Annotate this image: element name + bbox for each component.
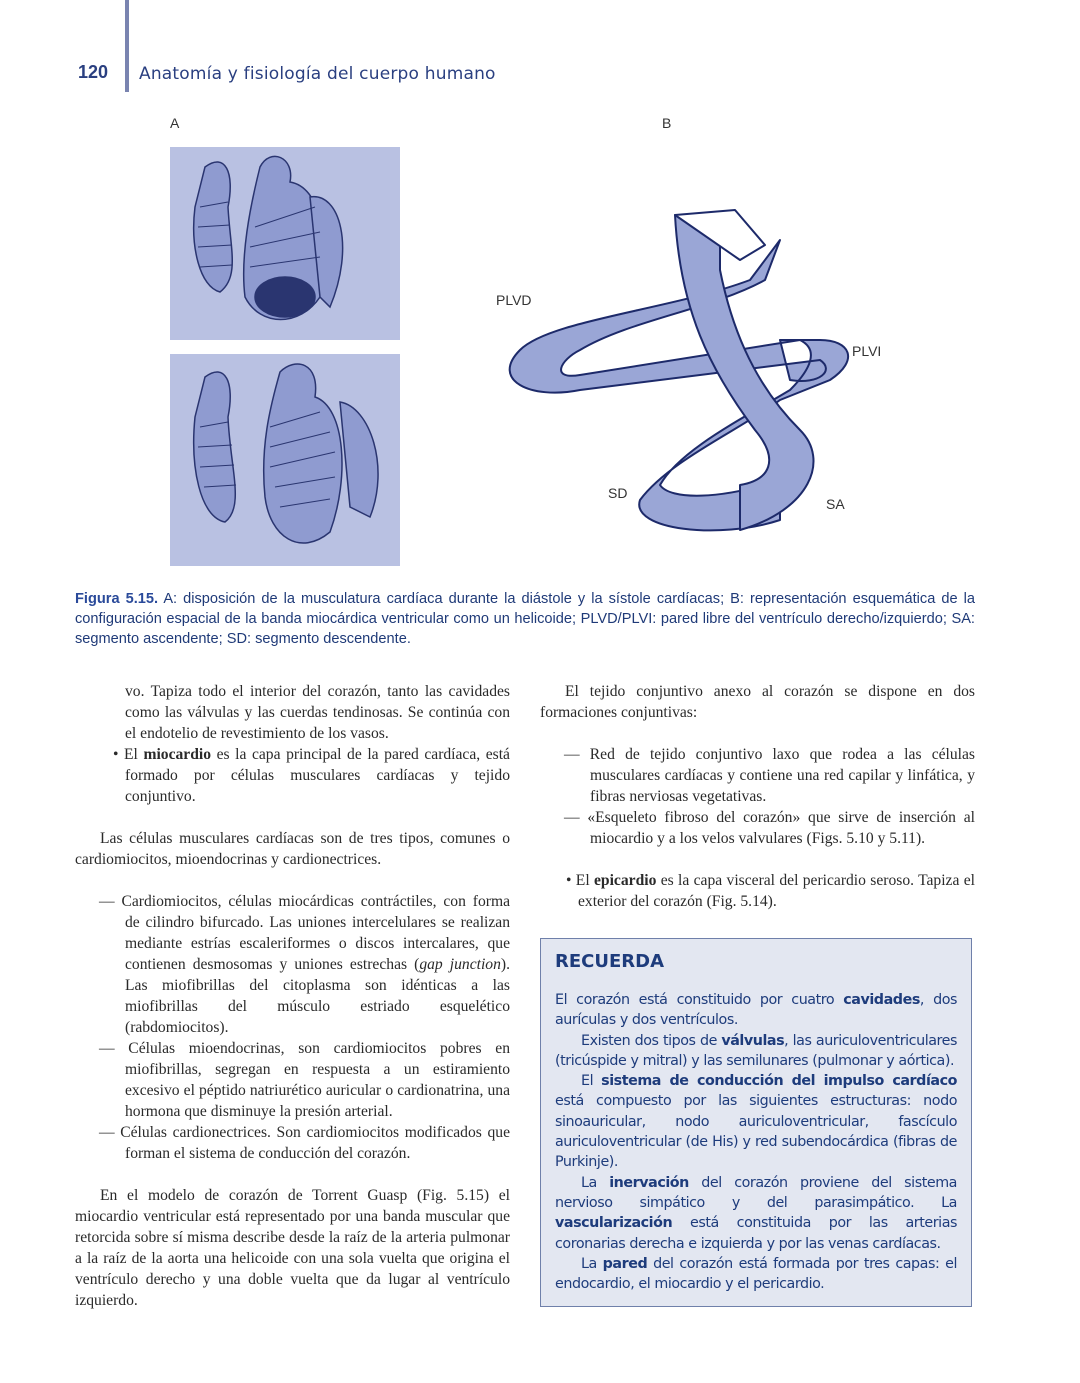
- text-run: En el modelo de corazón de Torrent Guasp (Fig. 5.15) el miocardio ventricular está representado por una banda muscular que retorcida sobre sí misma describe desde la raíz de la arteria pulmonar a la raíz de la aorta una helicoide con una sola vuelta que origina el ventrículo derecho y una doble vuelta que da lugar al ventrículo izquierdo.: [75, 1187, 510, 1309]
- bold-term: pared: [602, 1255, 648, 1272]
- figure-caption: [75, 589, 975, 649]
- bold-term: vascularización: [555, 1215, 673, 1232]
- running-title: Anatomía y fisiología del cuerpo humano: [139, 64, 496, 84]
- heart-musculature-illustration: [170, 147, 401, 567]
- panel-a-label: A: [170, 115, 180, 131]
- plvi-label: PLVI: [852, 343, 882, 359]
- paragraph: [75, 1185, 510, 1311]
- text-run: Existen dos tipos de: [581, 1032, 722, 1049]
- text-run: — Cardiomiocitos, células miocárdicas contráctiles, con forma de cilindro bifurcado. Las uniones intercelulares se realizan mediante estrías escaleriformes o discos intercalares, que contienen desmosomas y uniones estrechas (: [99, 893, 510, 973]
- text-run: del corazón está formada por tres capas: el endocardio, el miocardio y el pericardio.: [555, 1255, 958, 1293]
- text-run: ). Las miofibrillas del citoplasma son idénticas a las miofibrillas del músculo estriado esquelético (rabdomiocitos).: [125, 956, 510, 1036]
- panel-b-label: B: [662, 115, 672, 131]
- recuerda-paragraph: [555, 990, 957, 1031]
- caption-title: Figura 5.15.: [75, 591, 159, 607]
- dash-item: [75, 891, 510, 1038]
- plvd-label: PLVD: [496, 292, 532, 308]
- bold-term: miocardio: [143, 746, 212, 763]
- recuerda-box: [540, 938, 972, 1307]
- page-number: 120: [78, 62, 109, 82]
- left-column: [75, 681, 510, 1311]
- text-run: • El: [113, 746, 144, 763]
- text-run: El corazón está constituido por cuatro: [555, 992, 844, 1008]
- dash-item: [75, 1122, 510, 1164]
- text-run: del corazón proviene del sistema nervioso simpático y del parasimpático. La: [555, 1174, 957, 1211]
- right-column: [540, 681, 975, 912]
- bullet-epicardio: [540, 870, 975, 912]
- bold-term: válvulas: [721, 1032, 785, 1049]
- text-run: La: [581, 1255, 603, 1272]
- recuerda-paragraph: [555, 1071, 957, 1172]
- bold-term: inervación: [609, 1174, 689, 1191]
- dash-item: [75, 1038, 510, 1122]
- text-run: está compuesto por las siguientes estructuras: nodo sinoauricular, nodo auriculoventricular, fascículo auriculoventricular (de His) y red subendocárdica (fibras de Purkinje).: [555, 1093, 957, 1171]
- italic-term: gap junction: [419, 956, 501, 973]
- recuerda-paragraph: [555, 1254, 957, 1295]
- header-rule: [125, 0, 129, 92]
- recuerda-paragraph: [555, 1173, 957, 1254]
- paragraph: [540, 681, 975, 723]
- text-run: El: [581, 1073, 602, 1090]
- text-run: La: [581, 1174, 610, 1191]
- caption-text: A: disposición de la musculatura cardíaca durante la diástole y la sístole cardíacas; B: representación esquemática de la configuración espacial de la banda miocárdica ventricular como un helicoide; PLVD/PLVI: pared libre del ventrículo derecho/izquierdo; SA: segmento ascendente; SD: segmento descendente.: [75, 591, 975, 647]
- sa-label: SA: [826, 496, 845, 512]
- sd-label: SD: [608, 485, 628, 501]
- text-run: — «Esqueleto fibroso del corazón» que sirve de inserción al miocardio y a los velos valvulares (Figs. 5.10 y 5.11).: [564, 809, 975, 847]
- text-run: , las auriculoventriculares (tricúspide y mitral) y las semilunares (pulmonar y aórtica).: [555, 1032, 957, 1069]
- text-run: • El: [566, 872, 594, 889]
- text-run: El tejido conjuntivo anexo al corazón se dispone en dos formaciones conjuntivas:: [540, 683, 975, 721]
- text-run: está constituida por las arterias coronarias derecha e izquierda y por las venas cardíacas.: [555, 1215, 957, 1252]
- paragraph: [75, 681, 510, 744]
- recuerda-title: RECUERDA: [555, 951, 665, 972]
- text-run: es la capa visceral del pericardio seroso. Tapiza el exterior del corazón (Fig. 5.14).: [578, 872, 975, 910]
- paragraph: [75, 828, 510, 870]
- text-run: — Red de tejido conjuntivo laxo que rodea a las células musculares cardíacas y contiene una red capilar y linfática, y fibras nerviosas vegetativas.: [564, 746, 975, 805]
- bold-term: cavidades: [843, 992, 920, 1008]
- text-run: es la capa principal de la pared cardíaca, está formado por células musculares cardíacas y tejido conjuntivo.: [125, 746, 510, 805]
- text-run: — Células cardionectrices. Son cardiomiocitos modificados que forman el sistema de conducción del corazón.: [99, 1124, 510, 1162]
- dash-item: [540, 744, 975, 807]
- dash-item: [540, 807, 975, 849]
- bullet-miocardio: [75, 744, 510, 807]
- bold-term: epicardio: [594, 872, 657, 889]
- text-run: Las células musculares cardíacas son de tres tipos, comunes o cardiomiocitos, mioendocrinas y cardionectrices.: [75, 830, 510, 868]
- text-run: — Células mioendocrinas, son cardiomiocitos pobres en miofibrillas, segregan en respuesta a un estiramiento excesivo el péptido natriurético auricular o cardionatrina, una hormona que disminuye la presión arterial.: [99, 1040, 510, 1120]
- text-run: , dos aurículas y dos ventrículos.: [555, 992, 957, 1029]
- recuerda-paragraph: [555, 1031, 957, 1072]
- bold-term: sistema de conducción del impulso cardíaco: [601, 1073, 957, 1090]
- text-run: vo. Tapiza todo el interior del corazón, tanto las cavidades como las válvulas y las cuerdas tendinosas. Se continúa con el endotelio de revestimiento de los vasos.: [125, 683, 510, 742]
